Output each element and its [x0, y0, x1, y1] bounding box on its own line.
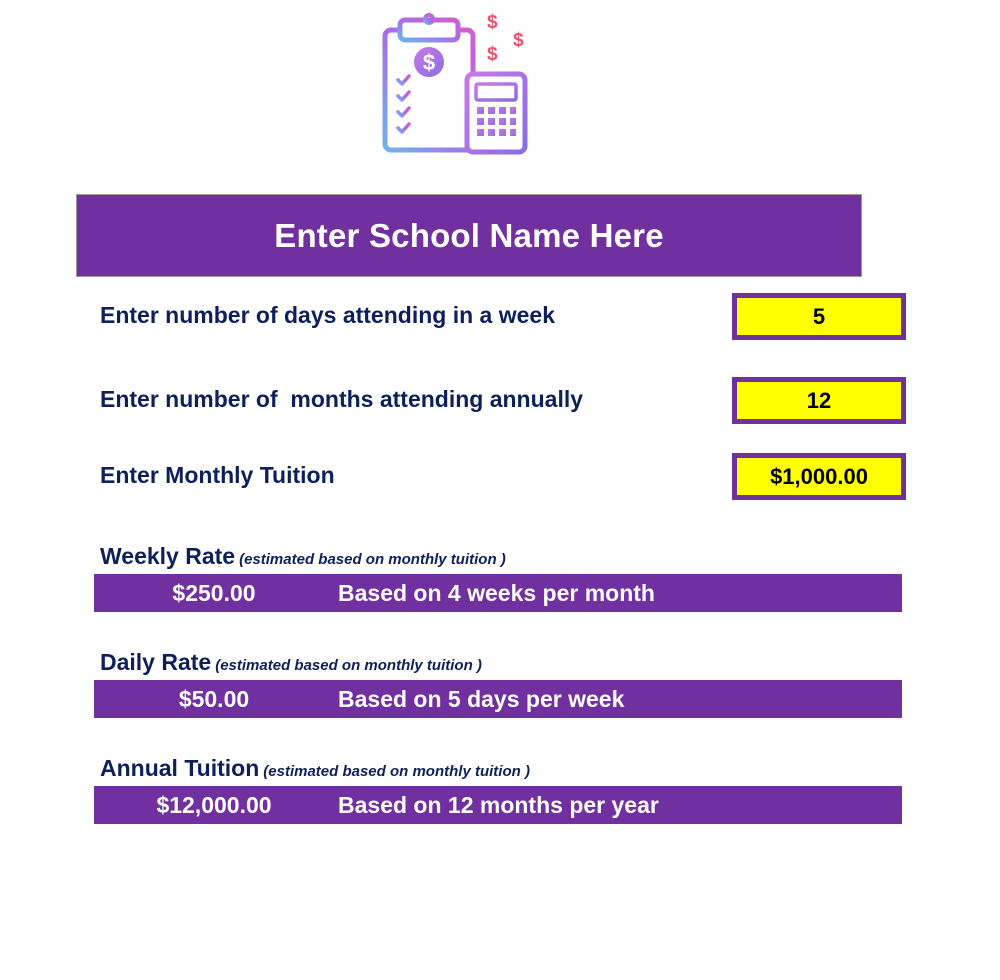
weekly-rate-heading — [100, 543, 506, 570]
annual-tuition-note: (estimated based on monthly tuition ) — [263, 763, 530, 780]
monthly-tuition-input[interactable]: $1,000.00 — [732, 453, 906, 500]
months-per-year-label: Enter number of months attending annually — [100, 386, 584, 412]
monthly-tuition-label: Enter Monthly Tuition — [100, 462, 335, 488]
annual-tuition-description: Based on 12 months per year — [338, 792, 659, 818]
weekly-rate-note: (estimated based on monthly tuition ) — [239, 551, 506, 568]
annual-tuition-bar — [94, 786, 902, 824]
daily-rate-heading — [100, 649, 482, 676]
weekly-rate-bar — [94, 574, 902, 612]
annual-tuition-heading — [100, 755, 530, 782]
school-name-title[interactable]: Enter School Name Here — [76, 194, 862, 277]
svg-text:$: $ — [422, 50, 436, 75]
svg-text:$: $ — [513, 30, 524, 51]
days-per-week-input[interactable]: 5 — [732, 293, 906, 340]
svg-text:$: $ — [487, 44, 498, 65]
days-per-week-label: Enter number of days attending in a week — [100, 302, 555, 328]
annual-tuition-value: $12,000.00 — [156, 792, 272, 818]
daily-rate-value: $50.00 — [178, 686, 250, 712]
daily-rate-bar — [94, 680, 902, 718]
svg-text:$: $ — [487, 12, 498, 33]
months-per-year-input[interactable]: 12 — [732, 377, 906, 424]
weekly-rate-value: $250.00 — [172, 580, 256, 606]
weekly-rate-title: Weekly Rate — [100, 543, 236, 569]
daily-rate-description: Based on 5 days per week — [338, 686, 625, 712]
annual-tuition-title: Annual Tuition — [100, 755, 260, 781]
weekly-rate-description: Based on 4 weeks per month — [338, 580, 655, 606]
daily-rate-title: Daily Rate — [100, 649, 212, 675]
tuition-calculator-icon — [380, 12, 535, 157]
daily-rate-note: (estimated based on monthly tuition ) — [215, 657, 482, 674]
